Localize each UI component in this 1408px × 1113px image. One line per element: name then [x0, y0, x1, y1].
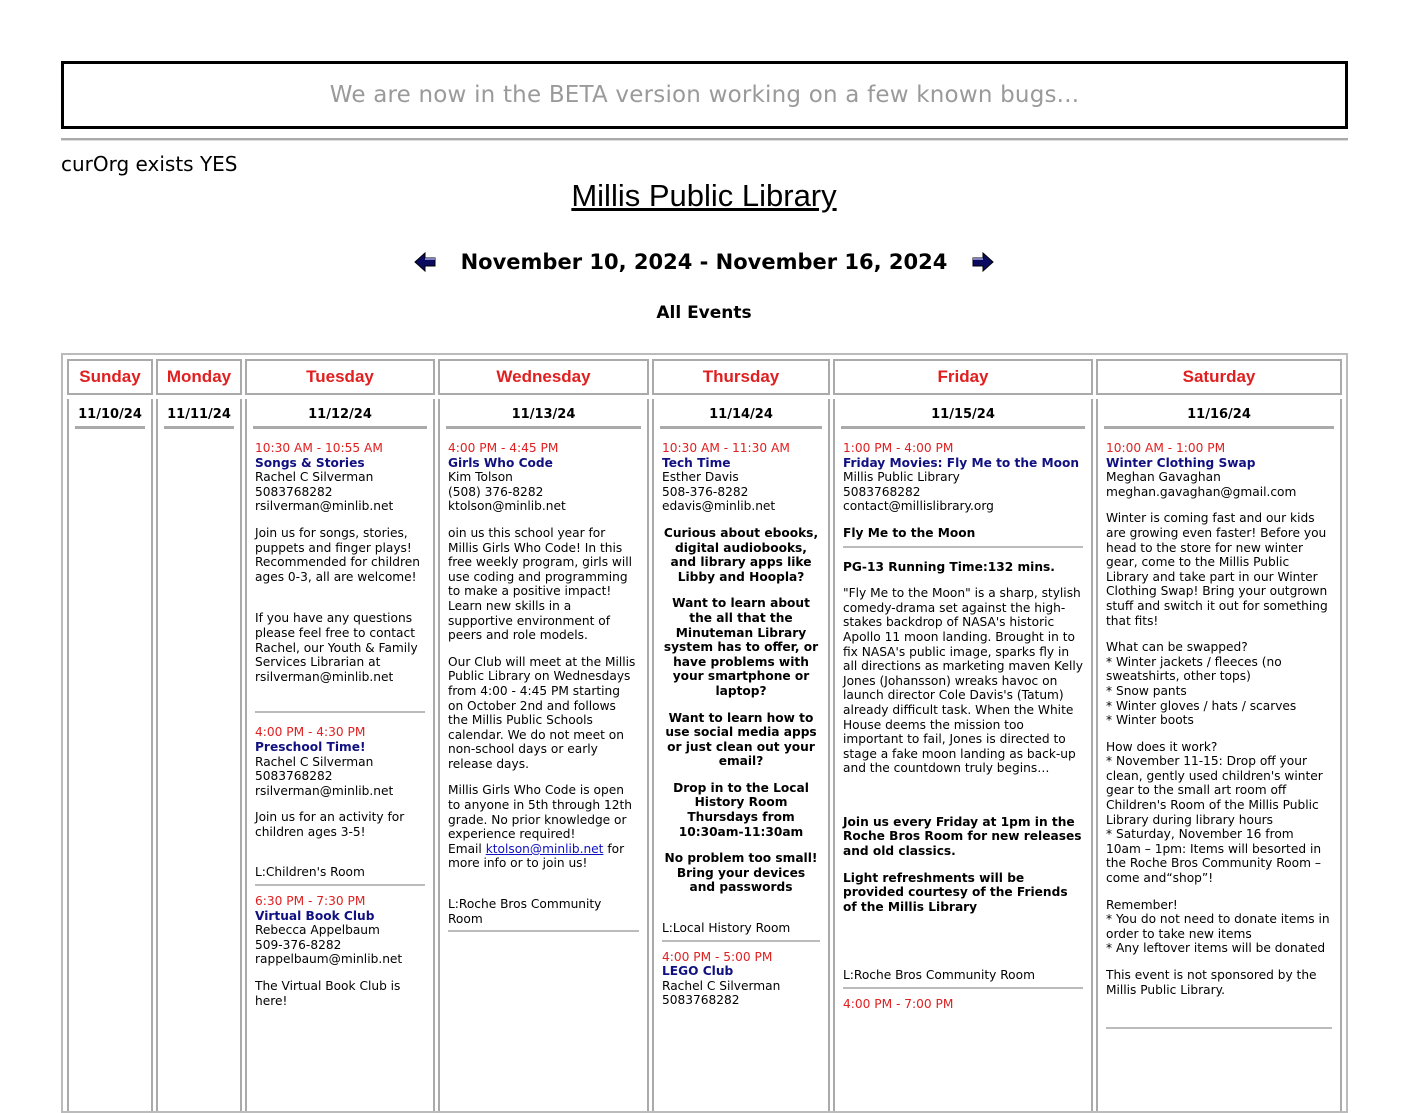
- event-lego-club: [662, 950, 820, 1008]
- movie-title: Fly Me to the Moon: [843, 525, 976, 540]
- event-time: 10:30 AM - 10:55 AM: [255, 441, 383, 455]
- day-header-saturday: Saturday: [1096, 359, 1342, 395]
- day-date: 11/14/24: [660, 407, 822, 429]
- curorg-text: curOrg exists YES: [61, 152, 238, 176]
- event-phone: 508-376-8282: [662, 484, 749, 499]
- event-phone: 5083768282: [662, 993, 740, 1008]
- day-header-thursday: Thursday: [652, 359, 830, 395]
- event-separator: [843, 987, 1083, 989]
- week-range-title: November 10, 2024 - November 16, 2024: [460, 250, 948, 274]
- event-phone: (508) 376-8282: [448, 484, 544, 499]
- event-description: oin us this school year for Millis Girls Who Code! In this free weekly program, girls will use coding and programming to make a positive impact! Learn new skills in a supportive environment of peers and role models.: [448, 525, 633, 643]
- event-title-link[interactable]: Winter Clothing Swap: [1106, 455, 1256, 470]
- day-date: 11/15/24: [841, 407, 1085, 429]
- event-friday-movies: [843, 441, 1083, 989]
- how-heading: How does it work?: [1106, 739, 1218, 754]
- event-contact: Rebecca Appelbaum: [255, 923, 380, 938]
- event-separator: [1106, 1027, 1332, 1029]
- remember-item: * You do not need to donate items in order to take new items: [1106, 912, 1330, 941]
- day-cell-thursday: [652, 399, 830, 1111]
- event-email: contact@millislibrary.org: [843, 499, 994, 514]
- event-description: If you have any questions please feel free to contact Rachel, our Youth & Family Services Librarian at rsilverman@minlib.net: [255, 611, 418, 684]
- swap-item: * Winter gloves / hats / scarves: [1106, 698, 1297, 713]
- day-date: 11/11/24: [164, 407, 234, 429]
- event-title-link[interactable]: Friday Movies: Fly Me to the Moon: [843, 455, 1080, 470]
- event-contact: Rachel C Silverman: [255, 470, 374, 485]
- remember-heading: Remember!: [1106, 897, 1178, 912]
- event-time: 4:00 PM - 5:00 PM: [662, 949, 773, 964]
- event-email: rsilverman@minlib.net: [255, 783, 394, 798]
- event-description: Join us for songs, stories, puppets and finger plays! Recommended for children ages 0-3, all are welcome!: [255, 525, 420, 584]
- event-phone: 5083768282: [255, 769, 333, 784]
- event-phone: 5083768282: [843, 484, 921, 499]
- prev-week-arrow-icon[interactable]: [413, 250, 437, 274]
- day-date: 11/12/24: [253, 407, 427, 429]
- event-separator: [255, 711, 425, 713]
- event-email: rsilverman@minlib.net: [255, 499, 394, 514]
- day-header-monday: Monday: [156, 359, 242, 395]
- event-contact: Esther Davis: [662, 470, 739, 485]
- event-title-link[interactable]: Songs & Stories: [255, 455, 365, 470]
- divider: [843, 546, 1083, 548]
- event-virtual-book-club: [255, 894, 425, 1008]
- event-time: 10:00 AM - 1:00 PM: [1106, 441, 1226, 455]
- day-header-tuesday: Tuesday: [245, 359, 435, 395]
- event-description: Light refreshments will be provided courtesy of the Friends of the Millis Library: [843, 870, 1068, 914]
- event-location: L:Children's Room: [255, 865, 365, 880]
- event-description: Curious about ebooks, digital audiobooks, and library apps like Libby and Hoopla?: [663, 525, 819, 584]
- day-date: 11/10/24: [75, 407, 145, 429]
- email-prefix: Email: [448, 841, 486, 856]
- library-title-link[interactable]: Millis Public Library: [571, 178, 837, 213]
- event-email: edavis@minlib.net: [662, 499, 776, 514]
- event-time: 4:00 PM - 4:45 PM: [448, 441, 559, 455]
- swap-item: * Winter jackets / fleeces (no sweatshirts, other tops): [1106, 654, 1282, 684]
- event-time: 4:00 PM - 4:30 PM: [255, 725, 366, 740]
- email-link[interactable]: ktolson@minlib.net: [485, 841, 604, 856]
- movie-rating: PG-13 Running Time:132 mins.: [843, 559, 1055, 574]
- event-contact: Rachel C Silverman: [255, 754, 374, 769]
- divider: [61, 138, 1348, 141]
- event-location: L:Local History Room: [662, 921, 791, 936]
- event-note: This event is not sponsored by the Millis Public Library.: [1106, 968, 1317, 997]
- day-header-friday: Friday: [833, 359, 1093, 395]
- event-email: rappelbaum@minlib.net: [255, 952, 403, 967]
- event-time: 1:00 PM - 4:00 PM: [843, 441, 954, 455]
- event-email-line: [448, 842, 639, 871]
- day-date: 11/16/24: [1104, 407, 1334, 429]
- event-tech-time: [662, 441, 820, 942]
- event-description: Want to learn how to use social media apps or just clean out your email?: [665, 710, 817, 769]
- event-girls-who-code: [448, 441, 639, 932]
- event-friday-second: [843, 997, 1083, 1012]
- how-item: * Saturday, November 16 from 10am – 1pm: Items will besorted in the Roche Bros Community Room – come and“shop”!: [1106, 827, 1322, 886]
- event-description: Our Club will meet at the Millis Public Library on Wednesdays from 4:00 - 4:45 PM starting on October 2nd and follows the Millis Public Schools calendar. We do not meet on non-school days or early release days.: [448, 654, 636, 771]
- event-time: 10:30 AM - 11:30 AM: [662, 441, 790, 455]
- event-contact: Millis Public Library: [843, 470, 960, 485]
- event-separator: [662, 940, 820, 942]
- filter-label: All Events: [656, 303, 752, 323]
- event-contact: Kim Tolson: [448, 470, 513, 485]
- event-title-link[interactable]: Girls Who Code: [448, 455, 553, 470]
- event-time: 4:00 PM - 7:00 PM: [843, 997, 954, 1012]
- day-header-sunday: Sunday: [67, 359, 153, 395]
- day-cell-sunday: [67, 399, 153, 1111]
- next-week-arrow-icon[interactable]: [971, 250, 995, 274]
- event-title-link[interactable]: Tech Time: [662, 455, 731, 470]
- event-description: Join us for an activity for children ages 3-5!: [255, 810, 405, 839]
- event-separator: [255, 884, 425, 886]
- event-phone: 5083768282: [255, 484, 333, 499]
- event-time: 6:30 PM - 7:30 PM: [255, 894, 366, 909]
- event-email: ktolson@minlib.net: [448, 499, 566, 514]
- how-item: * November 11-15: Drop off your clean, gently used children's winter gear to the small art room off Children's Room of the Millis Public Library during library hours: [1106, 754, 1323, 827]
- event-songs-stories: [255, 441, 425, 713]
- event-description: The Virtual Book Club is here!: [255, 979, 401, 1008]
- event-location: L:Roche Bros Community Room: [843, 968, 1035, 983]
- day-cell-friday: [833, 399, 1093, 1111]
- day-cell-saturday: [1096, 399, 1342, 1111]
- event-email: meghan.gavaghan@gmail.com: [1106, 484, 1297, 499]
- event-title-link[interactable]: LEGO Club: [662, 964, 734, 979]
- event-description: Join us every Friday at 1pm in the Roche Bros Room for new releases and old classics.: [843, 814, 1082, 859]
- event-description: Winter is coming fast and our kids are growing even faster! Before you head to the store for new winter gear, come to the Millis Public Library and take part in our Winter Clothing Swap! Bring your outgrown stuff and switch it out for something that fits!: [1106, 511, 1328, 628]
- week-navigation: [0, 244, 1408, 280]
- swap-heading: What can be swapped?: [1106, 640, 1248, 655]
- swap-item: * Snow pants: [1106, 683, 1187, 698]
- day-cell-tuesday: [245, 399, 435, 1111]
- event-preschool-time: [255, 725, 425, 886]
- remember-item: * Any leftover items will be donated: [1106, 941, 1326, 956]
- event-title-link[interactable]: Preschool Time!: [255, 739, 366, 754]
- calendar-table: [61, 353, 1348, 1113]
- day-cell-monday: [156, 399, 242, 1111]
- event-description: "Fly Me to the Moon" is a sharp, stylish comedy-drama set against the high-stakes backdrop of NASA's historic Apollo 11 moon landing. Brought in to fix NASA's public image, sparks fly in all directions as marketing maven Kelly Jones (Johansson) wreaks havoc on launch director Cole Davis's (Tatum) already difficult task. When the White House deems the mission too important to fail, Jones is directed to stage a fake moon landing as back-up and the countdown truly begins…: [843, 586, 1083, 776]
- event-description: No problem too small! Bring your devices and passwords: [664, 851, 818, 895]
- event-contact: Meghan Gavaghan: [1106, 470, 1221, 485]
- event-description: Drop in to the Local History Room Thursdays from 10:30am-11:30am: [673, 780, 809, 839]
- email-suffix: for more info or to join us!: [448, 841, 625, 871]
- event-winter-clothing-swap: [1106, 441, 1332, 1029]
- event-description: Millis Girls Who Code is open to anyone in 5th through 12th grade. No prior knowledge or experience required!: [448, 783, 632, 842]
- event-location: L:Roche Bros Community Room: [448, 897, 602, 926]
- day-header-wednesday: Wednesday: [438, 359, 649, 395]
- event-contact: Rachel C Silverman: [662, 978, 781, 993]
- swap-item: * Winter boots: [1106, 713, 1194, 728]
- event-separator: [448, 930, 639, 932]
- day-date: 11/13/24: [446, 407, 641, 429]
- event-phone: 509-376-8282: [255, 937, 342, 952]
- event-title-link[interactable]: Virtual Book Club: [255, 908, 375, 923]
- beta-banner: We are now in the BETA version working on a few known bugs...: [61, 61, 1348, 129]
- event-description: Want to learn about the all that the Minuteman Library system has to offer, or have problems with your smartphone or laptop?: [663, 596, 819, 698]
- day-cell-wednesday: [438, 399, 649, 1111]
